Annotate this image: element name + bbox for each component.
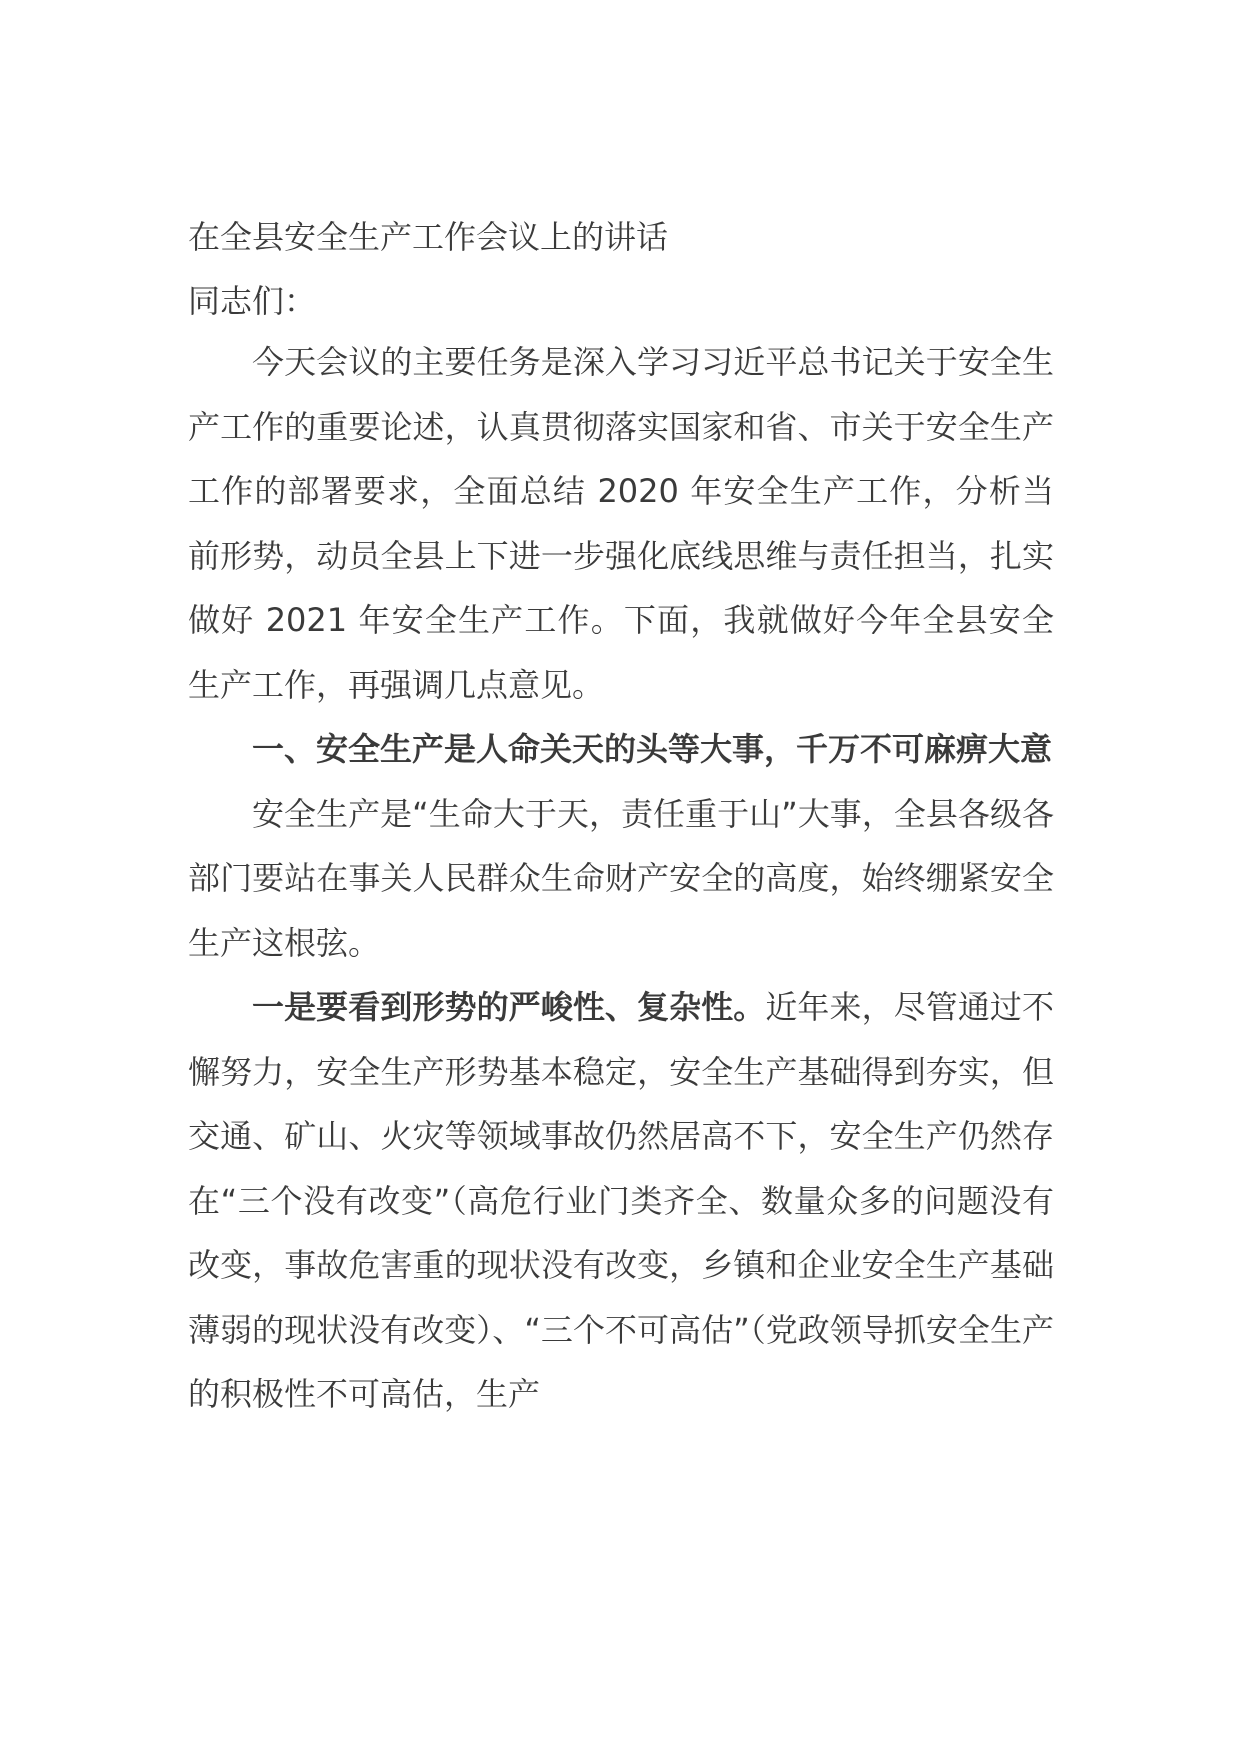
section-1-paragraph: 安全生产是“生命大于天，责任重于山”大事，全县各级各部门要站在事关人民群众生命财产安全的高度，始终绷紧安全生产这根弦。 [188,794,1054,962]
point-1-lead: 一是要看到形势的严峻性、复杂性。 [252,988,766,1026]
document-title: 在全县安全生产工作会议上的讲话 [188,218,669,256]
intro-paragraph: 今天会议的主要任务是深入学习习近平总书记关于安全生产工作的重要论述，认真贯彻落实国家和省、市关于安全生产工作的部署要求，全面总结 2020 年安全生产工作，分析当前形势，动员全县上下进一步强化底线思维与责任担当，扎实做好 2021 年安全生产工作。下面，我就做好今年全县安全生产工作，再强调几点意见。 [188,343,1054,704]
point-1-paragraph [188,975,1054,1427]
section-heading-1: 一、安全生产是人命关天的头等大事，千万不可麻痹大意 [252,730,1053,768]
document-page [188,212,1054,1427]
point-1-body: 近年来，尽管通过不懈努力，安全生产形势基本稳定，安全生产基础得到夯实，但交通、矿山、火灾等领域事故仍然居高不下，安全生产仍然存在“三个没有改变”（高危行业门类齐全、数量众多的问题没有改变，事故危害重的现状没有改变，乡镇和企业安全生产基础薄弱的现状没有改变）、“三个不可高估”（党政领导抓安全生产的积极性不可高估，生产 [188,988,1054,1413]
salutation: 同志们： [188,282,317,320]
